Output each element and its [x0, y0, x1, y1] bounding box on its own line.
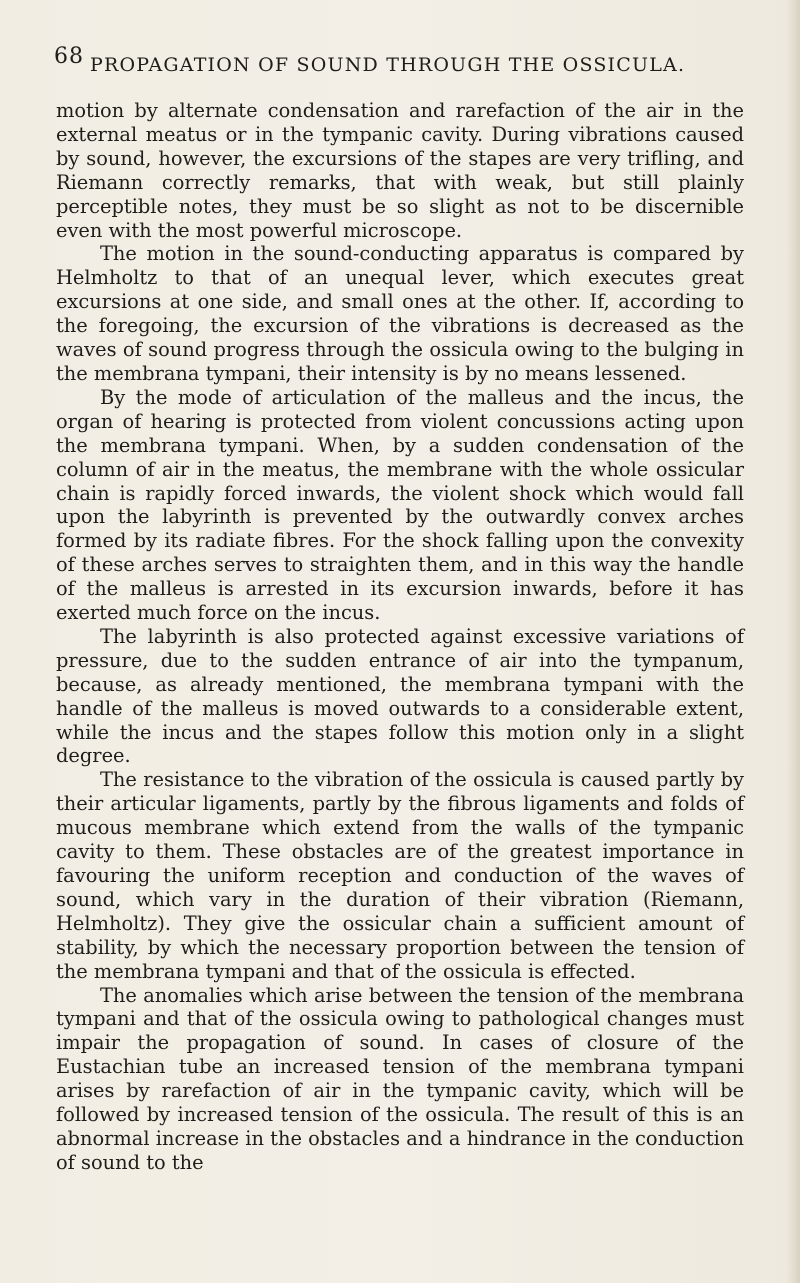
body-text	[56, 99, 744, 1175]
page-number: 68	[54, 44, 84, 69]
paragraph-resistance: The resistance to the vibration of the ossicula is caused partly by their articular ligaments, partly by the fibrous ligaments and folds of mucous membrane which extend from the walls of the tympanic cavity to them. These obstacles are of the greatest importance in favouring the uniform reception and conduction of the waves of sound, which vary in the duration of their vibration (Riemann, Helmholtz). They give the ossicular chain a sufficient amount of stability, by which the necessary proportion between the tension of the membrana tympani and that of the ossicula is effected.	[56, 768, 744, 983]
paragraph-labyrinth-protection: The labyrinth is also protected against excessive variations of pressure, due to the sudden entrance of air into the tympanum, because, as already mentioned, the membrana tympani with the handle of the malleus is moved outwards to a considerable extent, while the incus and the stapes follow this motion only in a slight degree.	[56, 624, 744, 768]
paragraph-anomalies: The anomalies which arise between the tension of the membrana tympani and that of the ossicula owing to pathological changes must impair the propagation of sound. In cases of closure of the Eustachian tube an increased tension of the membrana tympani arises by rarefaction of air in the tympanic cavity, which will be followed by increased tension of the ossicula. The result of this is an abnormal increase in the obstacles and a hindrance in the conduction of sound to the	[56, 983, 744, 1174]
running-head: PROPAGATION OF SOUND THROUGH THE OSSICULA.	[90, 54, 686, 76]
page-header	[0, 44, 800, 78]
page-edge-shadow	[786, 0, 800, 1283]
paragraph-lever-comparison: The motion in the sound-conducting apparatus is compared by Helmholtz to that of an unequal lever, which executes great excursions at one side, and small ones at the other. If, according to the foregoing, the excursion of the vibrations is decreased as the waves of sound progress through the ossicula owing to the bulging in the membrana tympani, their intensity is by no means lessened.	[56, 242, 744, 385]
paragraph-articulation: By the mode of articulation of the malleus and the incus, the organ of hearing is protected from violent concussions acting upon the membrana tympani. When, by a sudden condensation of the column of air in the meatus, the membrane with the whole ossicular chain is rapidly forced inwards, the violent shock which would fall upon the labyrinth is prevented by the outwardly convex arches formed by its radiate fibres. For the shock falling upon the convexity of these arches serves to straighten them, and in this way the handle of the malleus is arrested in its excursion inwards, before it has exerted much force on the incus.	[56, 385, 744, 625]
paragraph-continued: motion by alternate condensation and rarefaction of the air in the external meatus or in the tympanic cavity. During vibrations caused by sound, however, the excursions of the stapes are very trifling, and Riemann correctly remarks, that with weak, but still plainly perceptible notes, they must be so slight as not to be discernible even with the most powerful microscope.	[56, 99, 744, 242]
